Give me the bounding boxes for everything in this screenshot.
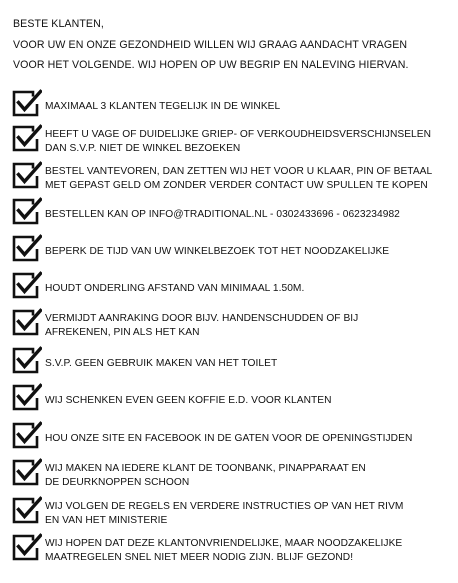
checkbox-checked-icon <box>10 122 42 154</box>
checklist-item-line: HOU ONZE SITE EN FACEBOOK IN DE GATEN VOOR DE OPENINGSTIJDEN <box>45 433 413 444</box>
checkbox-checked-icon <box>10 531 42 563</box>
checkbox-checked-icon <box>10 494 42 526</box>
checklist-item-text <box>45 500 403 527</box>
checklist-item-line: WIJ MAKEN NA IEDERE KLANT DE TOONBANK, PINAPPARAAT EN <box>45 463 366 474</box>
checklist-item-line: MAXIMAAL 3 KLANTEN TEGELIJK IN DE WINKEL <box>45 101 281 112</box>
checklist-item-text <box>45 312 358 339</box>
checklist-item-line: HEEFT U VAGE OF DUIDELIJKE GRIEP- OF VERKOUDHEIDSVERSCHIJNSELEN <box>45 129 432 140</box>
checklist-item-line: S.V.P. GEEN GEBRUIK MAKEN VAN HET TOILET <box>45 358 278 369</box>
checklist-item-line: BEPERK DE TIJD VAN UW WINKELBEZOEK TOT HET NOODZAKELIJKE <box>45 246 390 257</box>
checklist-item <box>10 381 455 415</box>
checklist-item-line: MET GEPAST GELD OM ZONDER VERDER CONTACT UW SPULLEN TE KOPEN <box>45 179 428 191</box>
checkbox-checked-icon <box>10 381 42 413</box>
checklist-item-text <box>45 462 366 489</box>
checklist-item <box>10 531 455 565</box>
checklist-item-line: EN VAN HET MINISTERIE <box>45 514 168 526</box>
checkbox-checked-icon <box>10 344 42 376</box>
intro-text <box>13 14 453 76</box>
checklist-item-text <box>45 282 304 296</box>
checklist-item-text <box>45 128 431 155</box>
intro-line: VOOR UW EN ONZE GEZONDHEID WILLEN WIJ GRAAG AANDACHT VRAGEN <box>13 38 408 51</box>
checkbox-checked-icon <box>10 456 42 488</box>
intro-line: BESTE KLANTEN, <box>13 18 104 30</box>
checkbox-checked-icon <box>10 159 42 191</box>
checklist-item-text <box>45 537 402 564</box>
checklist-item-line: DE DEURKNOPPEN SCHOON <box>45 476 190 488</box>
checklist-item-text <box>45 100 280 114</box>
checkbox-checked-icon <box>10 269 42 301</box>
checklist-item-line: DAN S.V.P. NIET DE WINKEL BEZOEKEN <box>45 142 241 154</box>
checklist-item-line: BESTELLEN KAN OP INFO@TRADITIONAL.NL - 0302433696 - 0623234982 <box>45 209 400 220</box>
checkbox-checked-icon <box>10 232 42 264</box>
checklist-item-text <box>45 208 400 222</box>
checklist-item <box>10 269 455 303</box>
checklist-item-text <box>45 357 277 371</box>
checkbox-checked-icon <box>10 87 42 119</box>
checklist-item-line: WIJ HOPEN DAT DEZE KLANTONVRIENDELIJKE, MAAR NOODZAKELIJKE <box>45 538 403 549</box>
checkbox-checked-icon <box>10 195 42 227</box>
checklist-item-line: HOUDT ONDERLING AFSTAND VAN MINIMAAL 1.50M. <box>45 283 305 294</box>
checklist-item <box>10 494 455 528</box>
checklist-item-text <box>45 394 332 408</box>
checklist-item-line: BESTEL VANTEVOREN, DAN ZETTEN WIJ HET VOOR U KLAAR, PIN OF BETAAL <box>45 166 433 177</box>
checklist-item <box>10 122 455 156</box>
checklist-item-text <box>45 165 432 192</box>
checklist-item <box>10 87 455 121</box>
checkbox-checked-icon <box>10 419 42 451</box>
checklist-item-line: WIJ SCHENKEN EVEN GEEN KOFFIE E.D. VOOR KLANTEN <box>45 395 332 406</box>
checklist-item <box>10 195 455 229</box>
checklist-item-text <box>45 245 389 259</box>
intro-line: VOOR HET VOLGENDE. WIJ HOPEN OP UW BEGRIP EN NALEVING HIERVAN. <box>13 59 409 71</box>
checklist-item <box>10 419 455 453</box>
checklist-item <box>10 344 455 378</box>
checklist-item-line: VERMIJDT AANRAKING DOOR BIJV. HANDENSCHUDDEN OF BIJ <box>45 313 359 324</box>
checklist-item <box>10 306 455 340</box>
checklist-item <box>10 456 455 490</box>
checklist-item-line: MAATREGELEN SNEL NIET MEER NODIG ZIJN. BLIJF GEZOND! <box>45 551 354 563</box>
checklist-item <box>10 159 455 193</box>
checklist-item-line: WIJ VOLGEN DE REGELS EN VERDERE INSTRUCTIES OP VAN HET RIVM <box>45 501 404 512</box>
checklist-item-text <box>45 432 412 446</box>
checklist-item <box>10 232 455 266</box>
checklist-item-line: AFREKENEN, PIN ALS HET KAN <box>45 326 200 338</box>
checkbox-checked-icon <box>10 306 42 338</box>
